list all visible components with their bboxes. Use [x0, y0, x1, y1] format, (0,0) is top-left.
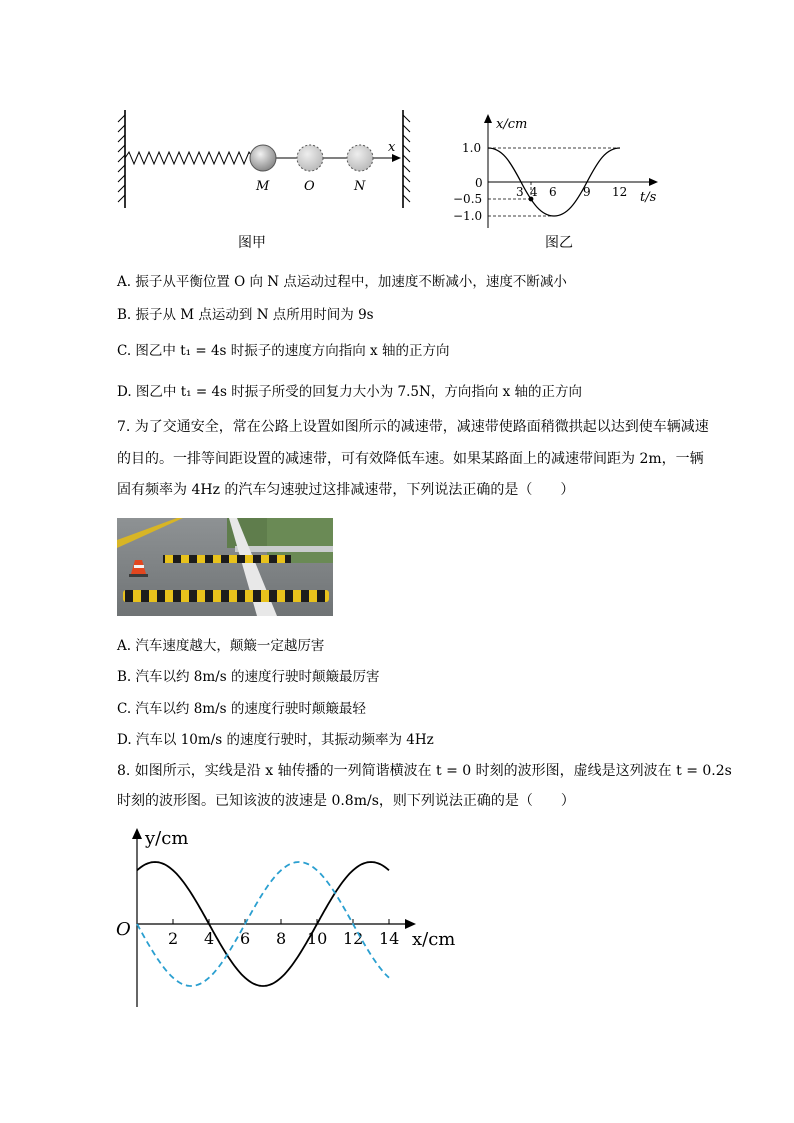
- spring: [125, 152, 262, 164]
- q7-stem-line1: 7. 为了交通安全，常在公路上设置如图所示的减速带，减速带使路面稍微拱起以达到使车辆减速: [117, 419, 709, 435]
- q8-stem-line2: 时刻的波形图。已知该波的波速是 0.8m/s，则下列说法正确的是（ ）: [117, 793, 575, 809]
- wave-x-tick-label: 6: [240, 929, 251, 948]
- figure-b-caption: 图乙: [545, 235, 573, 251]
- y-tick-0: 0: [475, 176, 483, 190]
- wave-x-tick-label: 8: [276, 929, 287, 948]
- wave-y-axis-arrow: [132, 828, 142, 839]
- wave-x-tick-label: 12: [343, 929, 364, 948]
- y-axis-arrow: [484, 114, 492, 123]
- x-tick-9: 9: [583, 185, 591, 199]
- t-axis-label: t/s: [640, 190, 657, 205]
- q7-stem-line3: 固有频率为 4Hz 的汽车匀速驶过这排减速带，下列说法正确的是（ ）: [117, 482, 575, 498]
- y-axis-label: x/cm: [496, 117, 528, 132]
- q6-option-c: C. 图乙中 t₁ = 4s 时振子的速度方向指向 x 轴的正方向: [117, 343, 450, 359]
- speed-bump-far: [163, 555, 291, 563]
- label-o: O: [304, 179, 315, 194]
- label-n: N: [354, 179, 366, 194]
- x-tick-6: 6: [549, 185, 557, 199]
- wave-origin-label: O: [116, 919, 131, 940]
- y-tick-neg1: −1.0: [453, 209, 483, 223]
- x-tick-3: 3: [516, 185, 524, 199]
- figure-b-displacement-time-graph: [440, 108, 670, 233]
- q7-option-b: B. 汽车以约 8m/s 的速度行驶时颠簸最厉害: [117, 669, 380, 685]
- x-tick-4: 4: [530, 185, 538, 199]
- label-m: M: [256, 179, 270, 194]
- wave-x-axis-label: x/cm: [412, 929, 456, 950]
- q6-option-d: D. 图乙中 t₁ = 4s 时振子所受的回复力大小为 7.5N，方向指向 x 轴的正方向: [117, 384, 583, 400]
- wave-x-tick-label: 2: [168, 929, 179, 948]
- q7-option-d: D. 汽车以 10m/s 的速度行驶时，其振动频率为 4Hz: [117, 732, 434, 748]
- x-axis-arrow: [392, 154, 401, 162]
- speed-bump-near: [123, 590, 329, 602]
- figure-a-caption: 图甲: [238, 235, 266, 251]
- x-tick-12: 12: [612, 185, 628, 199]
- ball-m: [250, 145, 276, 171]
- speed-bump-photo: [117, 518, 333, 616]
- q8-stem-line1: 8. 如图所示，实线是沿 x 轴传播的一列简谐横波在 t = 0 时刻的波形图，虚线是这列波在 t = 0.2s: [117, 763, 732, 779]
- q6-option-a: A. 振子从平衡位置 O 向 N 点运动过程中，加速度不断减小，速度不断减小: [117, 274, 567, 290]
- y-tick-1: 1.0: [462, 141, 482, 155]
- ball-o: [297, 145, 323, 171]
- y-tick-neg05: −0.5: [453, 192, 483, 206]
- ball-n: [347, 145, 373, 171]
- label-x: x: [388, 140, 396, 155]
- figure-a-spring-oscillator: [110, 105, 420, 213]
- wave-chart: [110, 822, 470, 1017]
- q6-option-b: B. 振子从 M 点运动到 N 点所用时间为 9s: [117, 307, 374, 323]
- wave-x-tick-label: 14: [379, 929, 400, 948]
- q7-option-c: C. 汽车以约 8m/s 的速度行驶时颠簸最轻: [117, 701, 366, 717]
- wave-y-axis-label: y/cm: [145, 828, 189, 849]
- q7-stem-line2: 的目的。一排等间距设置的减速带，可有效降低车速。如果某路面上的减速带间距为 2m，一辆: [117, 451, 704, 467]
- t-axis-arrow: [649, 178, 658, 186]
- q7-option-a: A. 汽车速度越大，颠簸一定越厉害: [117, 638, 325, 654]
- wave-x-tick-label: 4: [204, 929, 215, 948]
- wave-x-axis-arrow: [405, 919, 416, 929]
- wave-x-tick-label: 10: [307, 929, 328, 948]
